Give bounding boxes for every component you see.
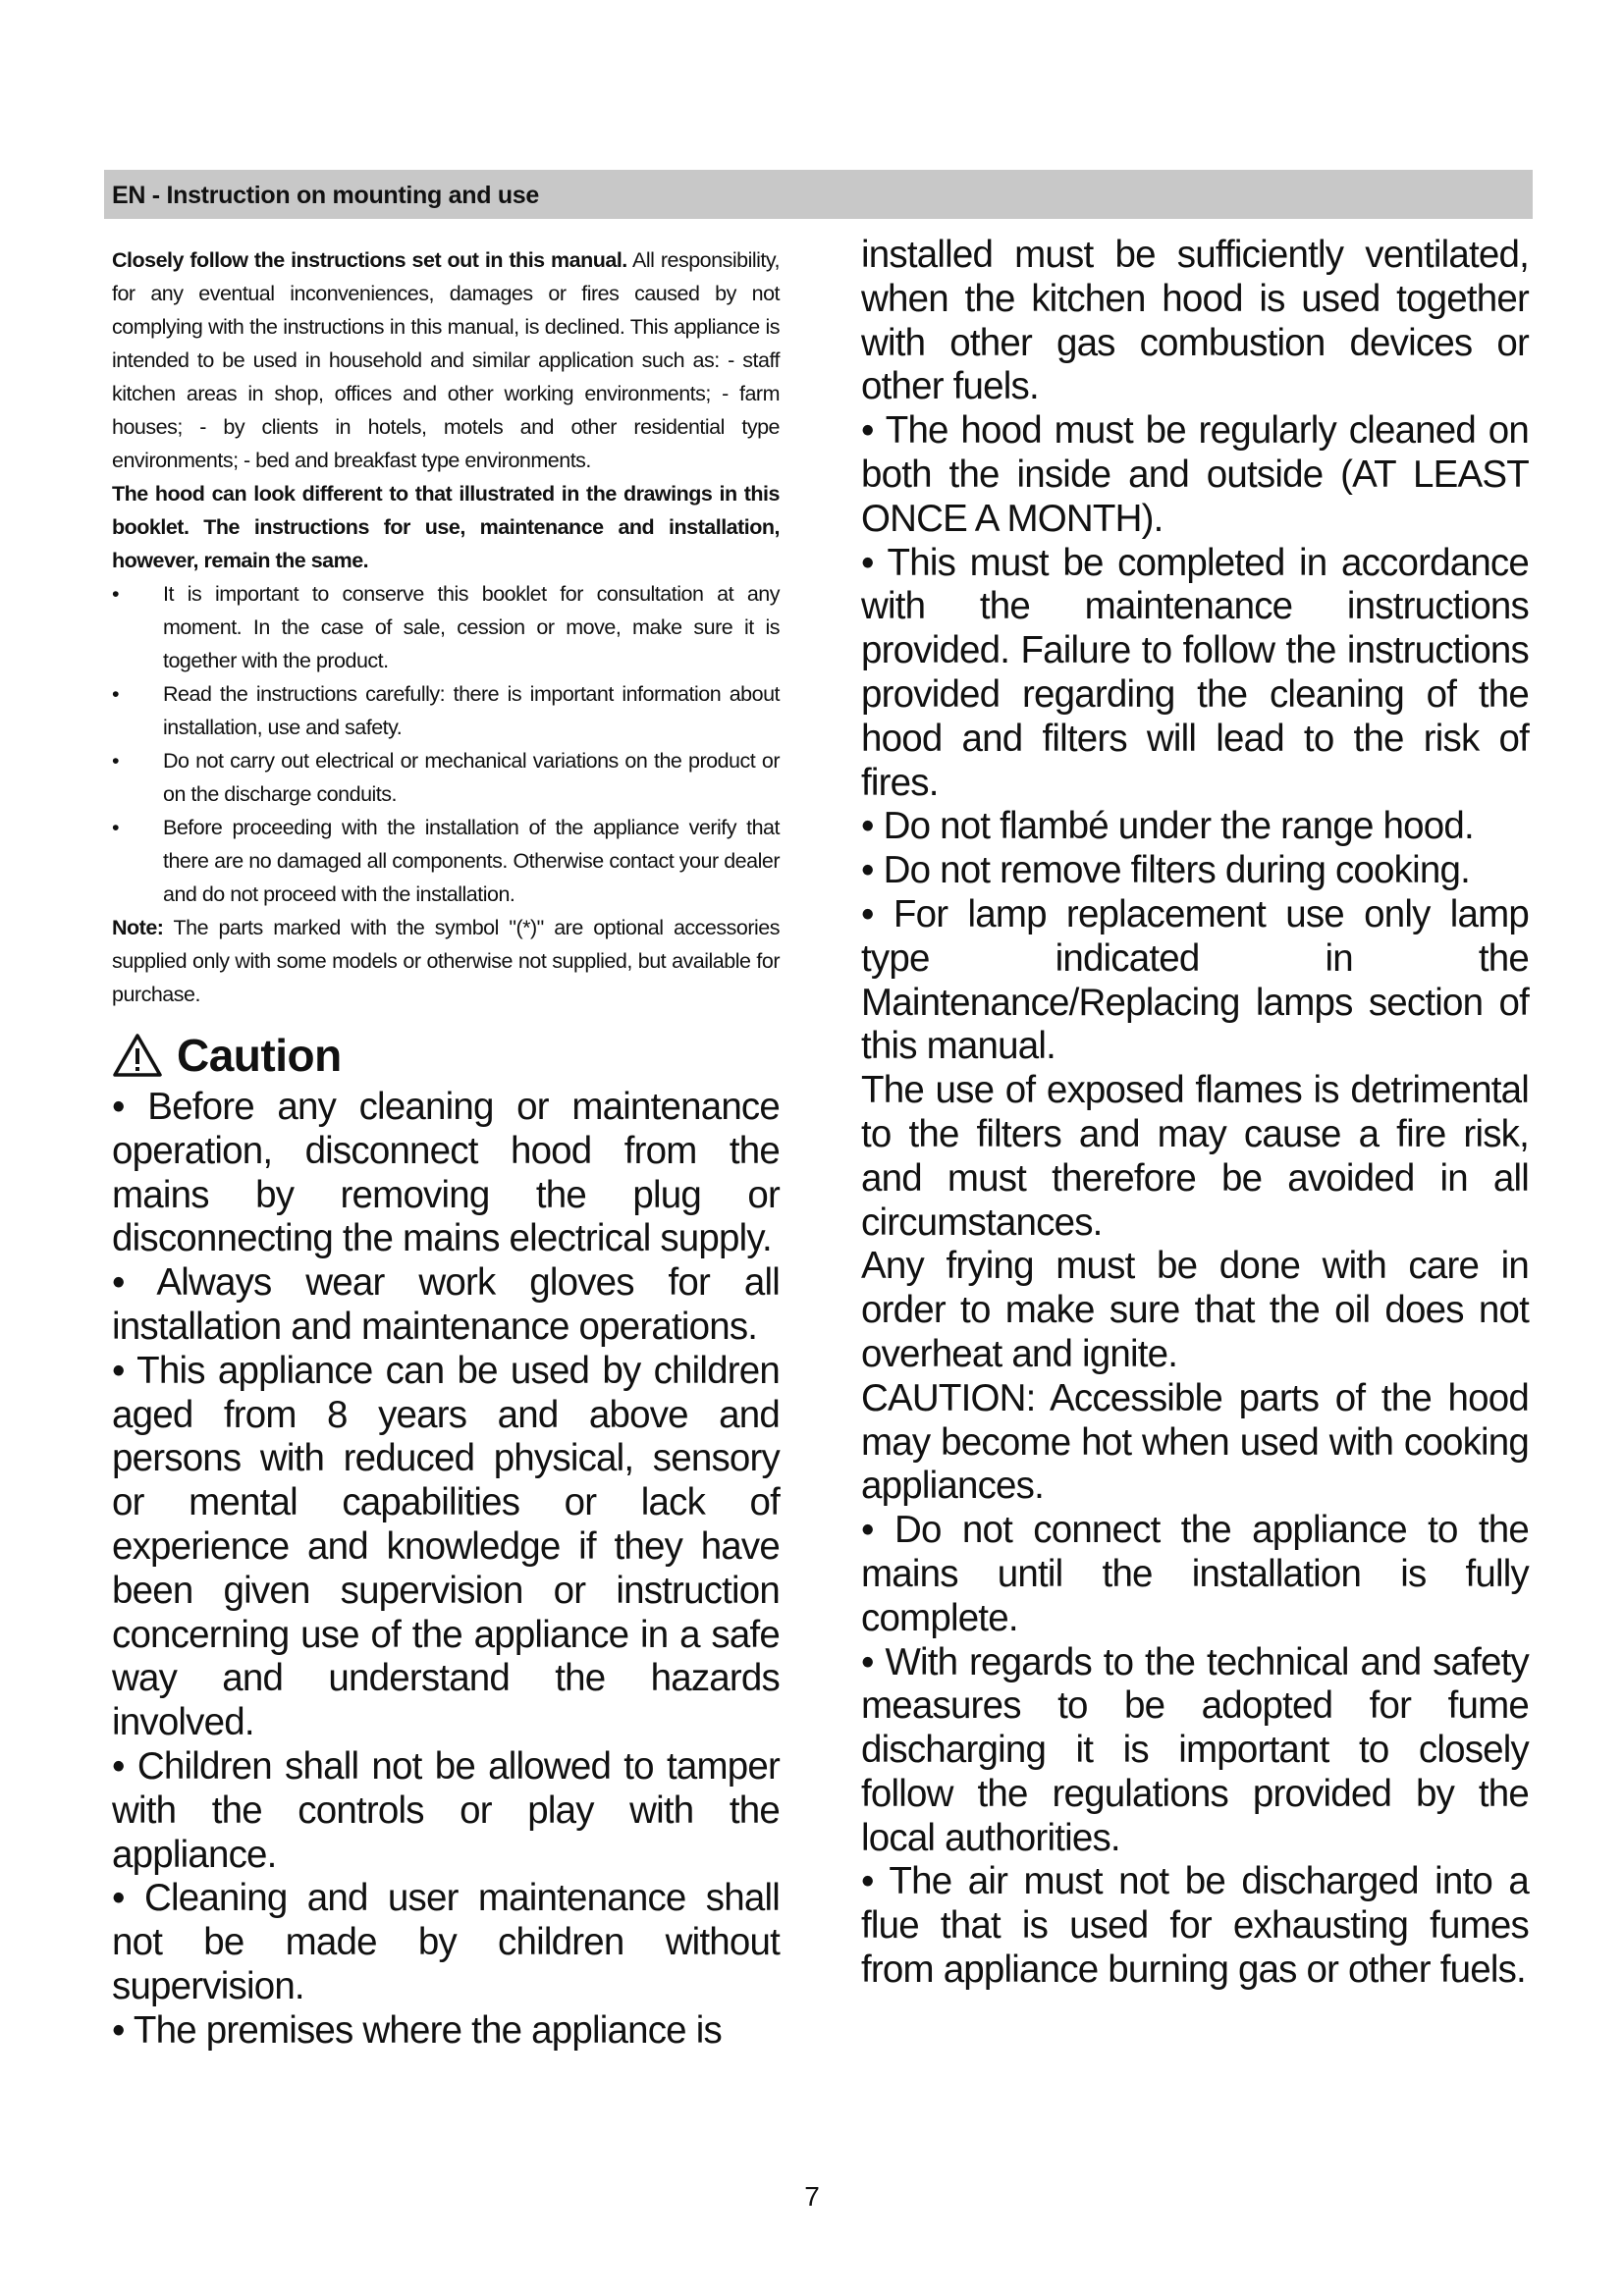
intro-lead-text: All responsibility, for any eventual inconveniences, damages or fires caused by not complying with the instructions in this manual, is declined. This appliance is intended to be used in household and similar application such as: - staff kitchen areas in shop, offices and other working environments; - farm houses; - by clients in hotels, motels and other residential type environments; - bed and breakfast type environments. <box>112 248 780 472</box>
section-title: EN - Instruction on mounting and use <box>112 182 540 209</box>
list-item: • Do not carry out electrical or mechanical variations on the product or on the discharge conduits. <box>112 744 780 811</box>
caution-item: CAUTION: Accessible parts of the hood may become hot when used with cooking appliances. <box>861 1376 1529 1508</box>
page-number: 7 <box>804 2181 820 2212</box>
caution-item: • This must be completed in accordance with the maintenance instructions provided. Failure to follow the instructions provided regarding the cleaning of the hood and filters will lead to the risk of fires. <box>861 541 1529 804</box>
left-column <box>112 243 780 2054</box>
warning-triangle-icon <box>112 1033 163 1078</box>
note-paragraph <box>112 911 780 1011</box>
section-header <box>104 170 1533 219</box>
caution-item: • The premises where the appliance is <box>112 2008 722 2052</box>
bullet-icon: • <box>112 682 120 706</box>
caution-item: • Do not connect the appliance to the mains until the installation is fully complete. <box>861 1509 1529 1639</box>
note-text: The parts marked with the symbol "(*)" are optional accessories supplied only with some models or otherwise not supplied, but available for purchase. <box>112 916 780 1006</box>
caution-item: The use of exposed flames is detrimental to the filters and may cause a fire risk, and must therefore be avoided in all circumstances. <box>861 1069 1529 1244</box>
caution-item: • The air must not be discharged into a flue that is used for exhausting fumes from appliance burning gas or other fuels. <box>861 1860 1529 1992</box>
caution-item: • Before any cleaning or maintenance operation, disconnect hood from the mains by removing the plug or disconnecting the mains electrical supply. <box>112 1086 780 1260</box>
caution-item: Any frying must be done with care in order to make sure that the oil does not overheat and ignite. <box>861 1245 1529 1375</box>
caution-item: • With regards to the technical and safety measures to be adopted for fume discharging it is important to closely follow the regulations provided by the local authorities. <box>861 1640 1529 1859</box>
bullet-icon: • <box>112 816 120 839</box>
caution-item: • Do not remove filters during cooking. <box>861 849 1470 892</box>
intro-bold-paragraph: The hood can look different to that illustrated in the drawings in this booklet. The instructions for use, maintenance and installation, however, remain the same. <box>112 482 780 572</box>
caution-item: • Always wear work gloves for all installation and maintenance operations. <box>112 1261 780 1348</box>
caution-item: • Do not flambé under the range hood. <box>861 805 1474 848</box>
list-item: • It is important to conserve this booklet for consultation at any moment. In the case of sale, cession or move, make sure it is together with the product. <box>112 577 780 677</box>
bullet-icon: • <box>112 582 120 606</box>
right-column <box>861 234 1529 1993</box>
intro-lead-bold: Closely follow the instructions set out in this manual. <box>112 248 627 272</box>
list-item: • Read the instructions carefully: there is important information about installation, use and safety. <box>112 677 780 744</box>
caution-item: installed must be sufficiently ventilated, when the kitchen hood is used together with other gas combustion devices or other fuels. <box>861 234 1529 408</box>
caution-item: • Cleaning and user maintenance shall not be made by children without supervision. <box>112 1877 780 2007</box>
intro-bullet-list <box>112 577 780 911</box>
caution-item: • The hood must be regularly cleaned on both the inside and outside (AT LEAST ONCE A MONTH). <box>861 409 1529 540</box>
caution-title: Caution <box>177 1030 342 1081</box>
note-label: Note: <box>112 916 164 939</box>
caution-item: • This appliance can be used by children aged from 8 years and above and persons with reduced physical, sensory or mental capabilities or lack of experience and knowledge if they have been given supervision or instruction concerning use of the appliance in a safe way and understand the hazards involved. <box>112 1349 780 1744</box>
caution-item: • For lamp replacement use only lamp type indicated in the Maintenance/Replacing lamps section of this manual. <box>861 892 1529 1068</box>
intro-paragraph <box>112 243 780 477</box>
bullet-icon: • <box>112 749 120 773</box>
caution-heading <box>112 1025 780 1086</box>
caution-item: • Children shall not be allowed to tamper with the controls or play with the appliance. <box>112 1744 780 1876</box>
list-item: • Before proceeding with the installation of the appliance verify that there are no damaged all components. Otherwise contact your dealer and do not proceed with the installation. <box>112 811 780 911</box>
